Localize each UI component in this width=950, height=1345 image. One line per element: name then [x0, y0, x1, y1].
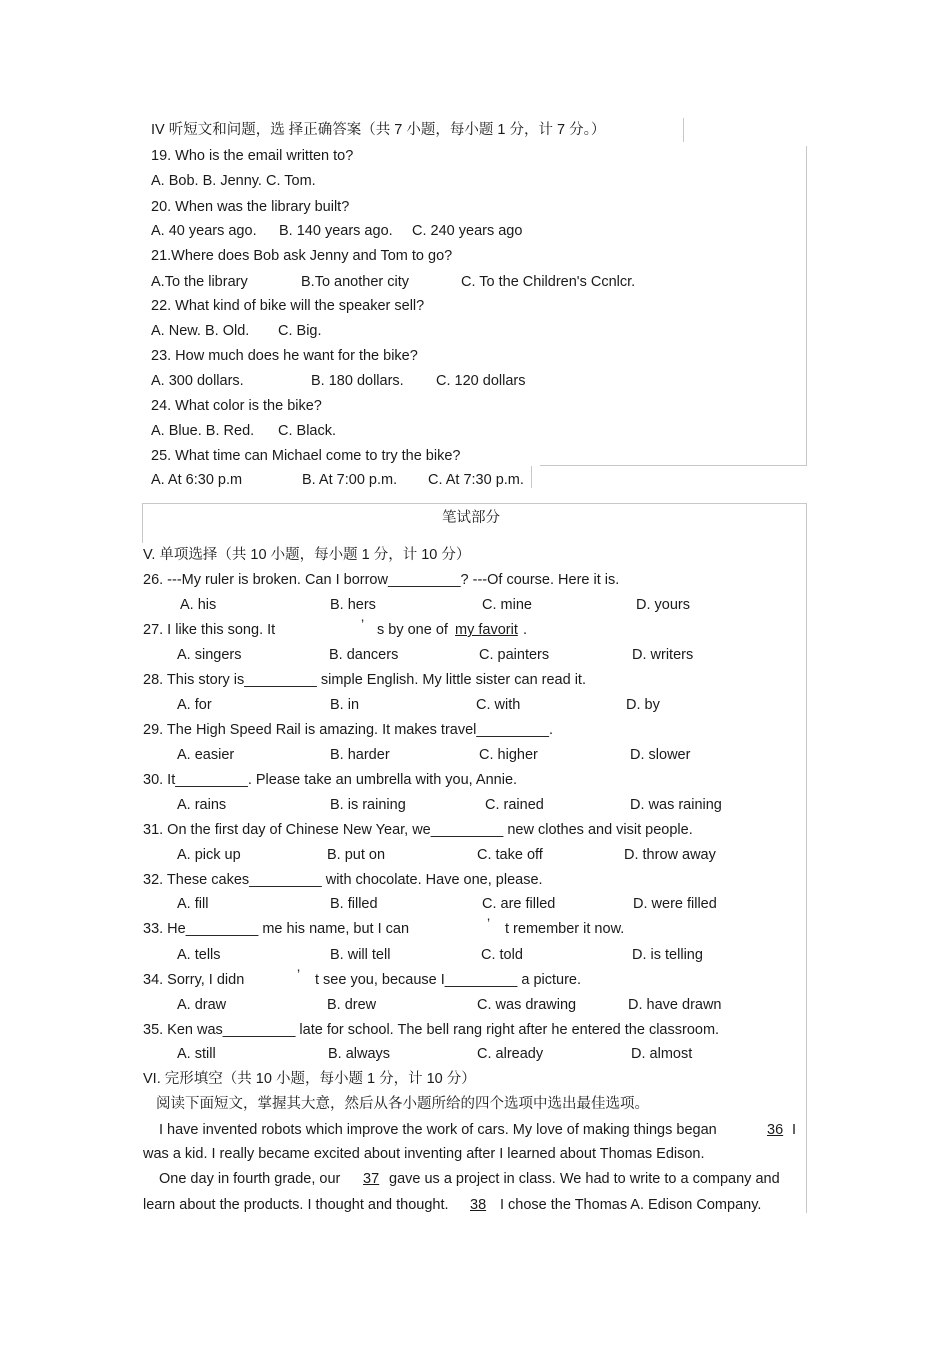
option-34-a: A. draw	[177, 997, 227, 1013]
answer-23-c: C. 120 dollars	[436, 373, 526, 389]
option-33-d: D. is telling	[632, 947, 703, 963]
answer-25-a: A. At 6:30 p.m	[151, 472, 243, 488]
cloze-instruction: 阅读下面短文，掌握其大意，然后从各小题所给的四个选项中选出最佳选项。	[156, 1096, 649, 1112]
option-26-b: B. hers	[330, 597, 376, 613]
question-19: 19. Who is the email written to?	[151, 148, 354, 164]
option-27-d: D. writers	[632, 647, 694, 663]
cloze-blank-38: 38	[470, 1197, 487, 1213]
cloze-para1-tail: I	[792, 1122, 797, 1138]
option-31-a: A. pick up	[177, 847, 241, 863]
question-21: 21.Where does Bob ask Jenny and Tom to go?	[151, 248, 453, 264]
box-bottom-border	[540, 465, 807, 466]
cloze-para2-tail: gave us a project in class. We had to write to a company and	[389, 1171, 780, 1187]
question-27-part1: 27. I like this song. It	[143, 622, 276, 638]
option-34-d: D. have drawn	[628, 997, 722, 1013]
answer-25-b: B. At 7:00 p.m.	[302, 472, 398, 488]
option-29-c: C. higher	[479, 747, 538, 763]
answer-24-ab: A. Blue. B. Red.	[151, 423, 255, 439]
option-27-b: B. dancers	[329, 647, 399, 663]
answer-21-a: A.To the library	[151, 274, 248, 290]
option-31-c: C. take off	[477, 847, 543, 863]
option-30-b: B. is raining	[330, 797, 406, 813]
written-box-right	[806, 503, 807, 1213]
option-26-a: A. his	[180, 597, 217, 613]
box-right-border	[806, 146, 807, 466]
option-33-a: A. tells	[177, 947, 221, 963]
answer-25-c: C. At 7:30 p.m.	[428, 472, 524, 488]
option-34-b: B. drew	[327, 997, 377, 1013]
answer-22-c: C. Big.	[278, 323, 322, 339]
box-small-border	[531, 466, 532, 488]
question-26: 26. ---My ruler is broken. Can I borrow_________? ---Of course. Here it is.	[143, 572, 620, 588]
question-33-apostrophe: ’	[487, 915, 491, 931]
section-vi-heading: VI. 完形填空（共 10 小题，每小题 1 分，计 10 分）	[143, 1071, 476, 1087]
option-30-a: A. rains	[177, 797, 227, 813]
box-right-border-top	[683, 118, 684, 142]
written-box-top	[142, 503, 807, 504]
option-35-b: B. always	[328, 1046, 391, 1062]
cloze-blank-37: 37	[363, 1171, 380, 1187]
option-33-b: B. will tell	[330, 947, 391, 963]
answer-19: A. Bob. B. Jenny. C. Tom.	[151, 173, 316, 189]
cloze-para2-text: One day in fourth grade, our	[159, 1171, 341, 1187]
question-27-part4: .	[523, 622, 528, 638]
cloze-blank-36: 36	[767, 1122, 784, 1138]
answer-21-b: B.To another city	[301, 274, 409, 290]
option-26-d: D. yours	[636, 597, 690, 613]
question-25: 25. What time can Michael come to try the bike?	[151, 448, 461, 464]
question-34-part2: t see you, because I_________ a picture.	[315, 972, 582, 988]
question-34-apostrophe: ’	[297, 966, 301, 982]
option-29-b: B. harder	[330, 747, 390, 763]
question-28: 28. This story is_________ simple English. My little sister can read it.	[143, 672, 586, 688]
option-27-a: A. singers	[177, 647, 242, 663]
option-34-c: C. was drawing	[477, 997, 577, 1013]
option-31-b: B. put on	[327, 847, 386, 863]
option-27-c: C. painters	[479, 647, 550, 663]
option-35-c: C. already	[477, 1046, 544, 1062]
question-24: 24. What color is the bike?	[151, 398, 322, 414]
option-30-c: C. rained	[485, 797, 544, 813]
written-title: 笔试部分	[442, 510, 500, 526]
question-33-part1: 33. He_________ me his name, but I can	[143, 921, 410, 937]
option-30-d: D. was raining	[630, 797, 722, 813]
answer-22-ab: A. New. B. Old.	[151, 323, 250, 339]
answer-20-b: B. 140 years ago.	[279, 223, 393, 239]
answer-24-c: C. Black.	[278, 423, 337, 439]
question-32: 32. These cakes_________ with chocolate. Have one, please.	[143, 872, 543, 888]
question-27-part3: my favorit	[455, 622, 518, 638]
option-32-c: C. are filled	[482, 896, 556, 912]
question-20: 20. When was the library built?	[151, 199, 350, 215]
answer-23-a: A. 300 dollars.	[151, 373, 244, 389]
option-31-d: D. throw away	[624, 847, 716, 863]
question-27-part2: s by one of	[377, 622, 448, 638]
option-32-d: D. were filled	[633, 896, 717, 912]
option-32-b: B. filled	[330, 896, 378, 912]
question-31: 31. On the first day of Chinese New Year, we_________ new clothes and visit people.	[143, 822, 693, 838]
option-29-a: A. easier	[177, 747, 235, 763]
option-26-c: C. mine	[482, 597, 532, 613]
listening-heading: IV 听短文和问题，选 择正确答案（共 7 小题，每小题 1 分，计 7 分。）	[151, 122, 606, 138]
answer-21-c: C. To the Children's Ccnlcr.	[461, 274, 636, 290]
answer-23-b: B. 180 dollars.	[311, 373, 404, 389]
question-33-part2: t remember it now.	[505, 921, 625, 937]
option-32-a: A. fill	[177, 896, 209, 912]
option-28-c: C. with	[476, 697, 521, 713]
question-23: 23. How much does he want for the bike?	[151, 348, 418, 364]
question-29: 29. The High Speed Rail is amazing. It makes travel_________.	[143, 722, 554, 738]
written-box-left	[142, 503, 143, 543]
answer-20-a: A. 40 years ago.	[151, 223, 257, 239]
cloze-para2-line2-start: learn about the products. I thought and thought.	[143, 1197, 449, 1213]
question-34-part1: 34. Sorry, I didn	[143, 972, 245, 988]
option-28-b: B. in	[330, 697, 360, 713]
option-35-a: A. still	[177, 1046, 216, 1062]
cloze-para1-line2: was a kid. I really became excited about inventing after I learned about Thomas Edison.	[143, 1146, 705, 1162]
option-33-c: C. told	[481, 947, 523, 963]
question-22: 22. What kind of bike will the speaker sell?	[151, 298, 425, 314]
question-30: 30. It_________. Please take an umbrella with you, Annie.	[143, 772, 518, 788]
question-27-apostrophe: ’	[361, 616, 365, 632]
cloze-para2-line2-end: I chose the Thomas A. Edison Company.	[500, 1197, 762, 1213]
option-35-d: D. almost	[631, 1046, 693, 1062]
question-35: 35. Ken was_________ late for school. The bell rang right after he entered the classroom.	[143, 1022, 720, 1038]
option-28-a: A. for	[177, 697, 212, 713]
option-28-d: D. by	[626, 697, 660, 713]
option-29-d: D. slower	[630, 747, 691, 763]
answer-20-c: C. 240 years ago	[412, 223, 523, 239]
section-v-heading: V. 单项选择（共 10 小题，每小题 1 分，计 10 分）	[143, 547, 471, 563]
cloze-para1-text: I have invented robots which improve the work of cars. My love of making things began	[159, 1122, 717, 1138]
